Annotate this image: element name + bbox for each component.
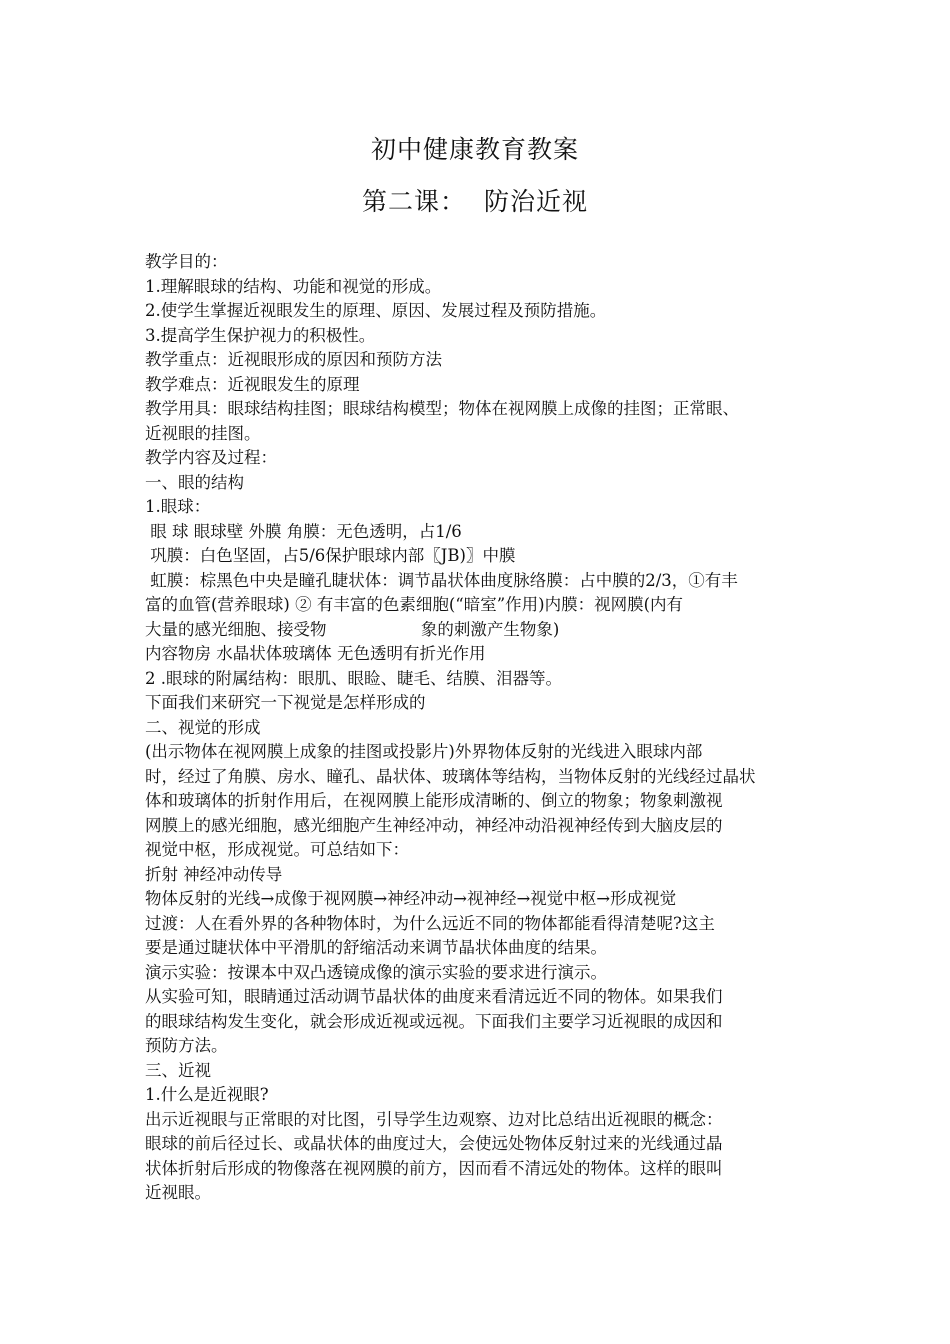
text-line: 2.使学生掌握近视眼发生的原理、原因、发展过程及预防措施。 bbox=[145, 301, 607, 320]
text-line: 教学重点：近视眼形成的原因和预防方法 bbox=[145, 350, 442, 369]
text-line: 折射 神经冲动传导 bbox=[145, 864, 283, 884]
text-line: 时，经过了角膜、房水、瞳孔、晶状体、玻璃体等结构，当物体反射的光线经过晶状 bbox=[145, 766, 756, 786]
text-line: 物体反射的光线→成像于视网膜→神经冲动→视神经→视觉中枢→形成视觉 bbox=[145, 889, 677, 908]
text-line: (出示物体在视网膜上成象的挂图或投影片)外界物体反射的光线进入眼球内部 bbox=[145, 742, 703, 761]
text-line: 1.什么是近视眼? bbox=[145, 1085, 269, 1104]
text-line: 内容物房 水晶状体玻璃体 无色透明有折光作用 bbox=[145, 644, 486, 663]
text-line: 教学内容及过程： bbox=[145, 448, 277, 467]
text-line: 教学目的： bbox=[145, 252, 228, 271]
text-line: 富的血管(营养眼球) ② 有丰富的色素细胞(“暗室”作用)内膜：视网膜(内有 bbox=[145, 595, 684, 614]
text-line: 教学难点：近视眼发生的原理 bbox=[145, 374, 360, 394]
text-line: 预防方法。 bbox=[145, 1036, 228, 1055]
lesson-title: 第二课： 防治近视 bbox=[362, 187, 588, 216]
text-line: 二、视觉的形成 bbox=[145, 717, 261, 737]
text-line: 1.眼球： bbox=[145, 497, 211, 516]
text-line: 视觉中枢，形成视觉。可总结如下： bbox=[145, 840, 409, 859]
text-line: 1.理解眼球的结构、功能和视觉的形成。 bbox=[145, 276, 442, 296]
text-line: 眼球的前后径过长、或晶状体的曲度过大，会使远处物体反射过来的光线通过晶 bbox=[145, 1134, 723, 1153]
text-line: 状体折射后形成的物像落在视网膜的前方，因而看不清远处的物体。这样的眼叫 bbox=[145, 1158, 723, 1178]
text-line: 巩膜：白色坚固，占5/6保护眼球内部〖JB)〗中膜 bbox=[145, 546, 516, 565]
text-line: 的眼球结构发生变化，就会形成近视或远视。下面我们主要学习近视眼的成因和 bbox=[145, 1011, 723, 1031]
text-line: 虹膜：棕黑色中央是瞳孔睫状体：调节晶状体曲度脉络膜：占中膜的2/3，①有丰 bbox=[145, 570, 738, 590]
text-line: 出示近视眼与正常眼的对比图，引导学生边观察、边对比总结出近视眼的概念： bbox=[145, 1109, 723, 1129]
text-line: 3.提高学生保护视力的积极性。 bbox=[145, 325, 376, 345]
document-body bbox=[145, 250, 813, 1206]
text-line: 网膜上的感光细胞，感光细胞产生神经冲动，神经冲动沿视神经传到大脑皮层的 bbox=[145, 815, 723, 835]
text-line: 大量的感光细胞、接受物 象的刺激产生物象) bbox=[145, 619, 560, 639]
text-line: 眼 球 眼球壁 外膜 角膜：无色透明，占1/6 bbox=[145, 521, 462, 541]
text-line: 过渡：人在看外界的各种物体时，为什么远近不同的物体都能看得清楚呢?这主 bbox=[145, 913, 715, 933]
text-line: 下面我们来研究一下视觉是怎样形成的 bbox=[145, 693, 426, 712]
text-line: 三、近视 bbox=[145, 1060, 211, 1080]
text-line: 演示实验：按课本中双凸透镜成像的演示实验的要求进行演示。 bbox=[145, 962, 607, 982]
text-line: 要是通过睫状体中平滑肌的舒缩活动来调节晶状体曲度的结果。 bbox=[145, 938, 607, 957]
text-line: 2 .眼球的附属结构：眼肌、眼睑、睫毛、结膜、泪器等。 bbox=[145, 668, 562, 688]
document-title: 初中健康教育教案 bbox=[370, 135, 579, 164]
text-line: 教学用具：眼球结构挂图；眼球结构模型；物体在视网膜上成像的挂图；正常眼、 bbox=[145, 399, 739, 418]
text-line: 近视眼的挂图。 bbox=[145, 423, 261, 443]
text-line: 一、眼的结构 bbox=[145, 472, 244, 492]
text-line: 体和玻璃体的折射作用后，在视网膜上能形成清晰的、倒立的物象；物象刺激视 bbox=[145, 791, 723, 810]
text-line: 从实验可知，眼睛通过活动调节晶状体的曲度来看清远近不同的物体。如果我们 bbox=[145, 987, 723, 1006]
text-line: 近视眼。 bbox=[145, 1183, 211, 1202]
